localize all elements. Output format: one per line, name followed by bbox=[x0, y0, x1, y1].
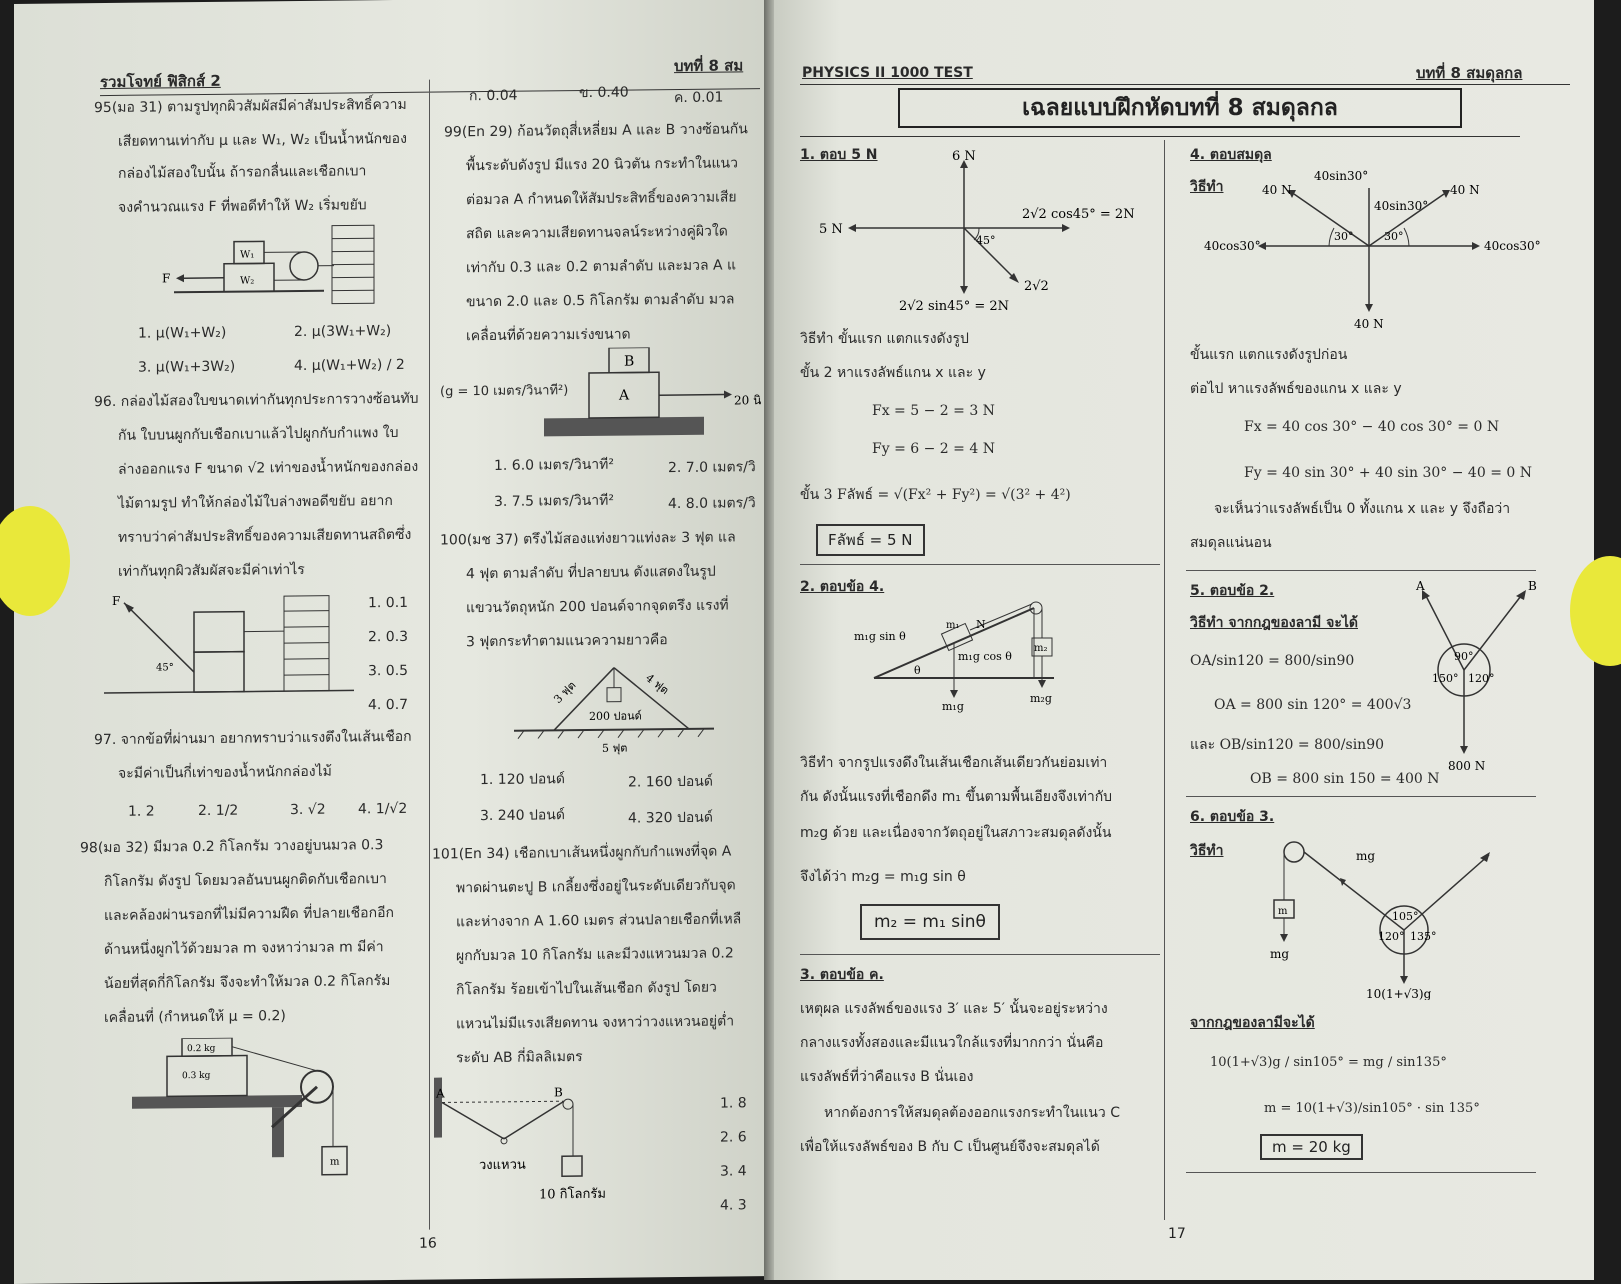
q101-ring-label: วงแหวน bbox=[479, 1158, 526, 1173]
q98-line: ด้านหนึ่งผูกไว้ด้วยมวล m จงหาว่ามวล m มีค่า bbox=[104, 938, 384, 959]
q99-line: สถิต และความเสียดทานจลน์ระหว่างคู่ผิวใด bbox=[466, 223, 728, 244]
s4-a2-label: 30° bbox=[1384, 230, 1404, 243]
s1-boxed-answer: Fลัพธ์ = 5 N bbox=[816, 524, 925, 556]
q96-figure bbox=[104, 590, 364, 703]
s4-line: ต่อไป หาแรงลัพธ์ของแกน x และ y bbox=[1190, 380, 1402, 398]
q101-line: และห่างจาก A 1.60 เมตร ส่วนปลายเชือกที่เหลื bbox=[456, 910, 741, 931]
q96-choice[interactable]: 4. 0.7 bbox=[368, 696, 408, 714]
s2-heading: 2. ตอบข้อ 4. bbox=[800, 578, 884, 596]
s2-w1-label: m₁g bbox=[942, 700, 964, 713]
s4-force-diagram bbox=[1204, 164, 1564, 334]
q99-choice[interactable]: 1. 6.0 เมตร/วินาที² bbox=[494, 456, 614, 475]
s5-ang3-label: 120° bbox=[1468, 672, 1495, 685]
q97-choice[interactable]: 4. 1/√2 bbox=[358, 800, 407, 819]
s5-heading: 5. ตอบข้อ 2. bbox=[1190, 582, 1274, 600]
q101-choice[interactable]: 1. 8 bbox=[720, 1094, 747, 1112]
q99-line: ต่อมวล A กำหนดให้สัมประสิทธิ์ของความเสีย bbox=[466, 188, 737, 209]
q100-base-label: 5 ฟุต bbox=[602, 742, 627, 755]
q98-line: กิโลกรัม ดังรูป โดยมวลอันบนผูกติดกับเชือกเบา bbox=[104, 870, 387, 891]
s1-right-label: 2√2 cos45° = 2N bbox=[1022, 207, 1135, 222]
q100-line: 100(มช 37) ตรึงไม้สองแท่งยาวแท่งละ 3 ฟุต แล bbox=[440, 528, 736, 549]
s1-line: Fy = 6 − 2 = 4 N bbox=[872, 440, 995, 458]
q98-line: 98(มอ 32) มีมวล 0.2 กิโลกรัม วางอยู่บนมวล 0.3 bbox=[80, 836, 383, 857]
s6-a2-label: 120° bbox=[1378, 930, 1405, 943]
question-95 bbox=[14, 0, 774, 4]
q98-bottom-label: 0.3 kg bbox=[182, 1071, 211, 1081]
s6-a1-label: 105° bbox=[1392, 910, 1419, 923]
q98-line: น้อยที่สุดกี่กิโลกรัม จึงจะทำให้มวล 0.2 กิโลกรัม bbox=[104, 972, 390, 993]
question-96 bbox=[14, 0, 774, 4]
s1-line: ขั้น 2 หาแรงลัพธ์แกน x และ y bbox=[800, 364, 986, 382]
s2-theta-label: θ bbox=[914, 664, 921, 677]
s5-b-label: B bbox=[1528, 580, 1537, 593]
right-header-chapter: บทที่ 8 สมดุลกล bbox=[1416, 64, 1522, 82]
q98-top-label: 0.2 kg bbox=[187, 1044, 216, 1054]
brick-wall bbox=[332, 225, 374, 303]
q97-choice[interactable]: 3. √2 bbox=[290, 801, 326, 819]
prev-choice[interactable]: ก. 0.04 bbox=[469, 87, 518, 106]
q98-hang-label: m bbox=[330, 1157, 340, 1168]
q100-figure bbox=[514, 656, 734, 758]
q101-choice[interactable]: 4. 3 bbox=[720, 1196, 747, 1214]
q99-choice[interactable]: 2. 7.0 เมตร/วิ bbox=[668, 458, 756, 477]
left-page bbox=[14, 0, 774, 1284]
answer-title: เฉลยแบบฝึกหัดบทที่ 8 สมดุลกล bbox=[898, 88, 1462, 128]
q95-line: จงคำนวณแรง F ที่พอดีทำให้ W₂ เริ่มขยับ bbox=[118, 196, 367, 217]
q101-mass-label: 10 กิโลกรัม bbox=[539, 1186, 606, 1203]
s6-m-label: m bbox=[1278, 906, 1288, 917]
box-bottom bbox=[194, 652, 244, 693]
q95-w2-label: W₂ bbox=[240, 275, 254, 286]
right-header-title: PHYSICS II 1000 TEST bbox=[802, 64, 973, 82]
q99-line: เท่ากับ 0.3 และ 0.2 ตามลำดับ และมวล A แ bbox=[466, 256, 736, 277]
s4-method: วิธีทำ bbox=[1190, 178, 1224, 196]
s5-a-label: A bbox=[1415, 580, 1425, 593]
s5-eq: OB = 800 sin 150 = 400 N bbox=[1250, 770, 1439, 788]
question-99 bbox=[14, 0, 774, 4]
brick-wall bbox=[284, 596, 329, 691]
s1-angle-label: 45° bbox=[976, 234, 996, 247]
s6-mg1-label: mg bbox=[1356, 849, 1375, 863]
s4-c1-label: 40cos30° bbox=[1204, 239, 1261, 253]
q101-line: กิโลกรัม ร้อยเข้าไปในเส้นเชือก ดังรูป โดยว bbox=[456, 979, 717, 1000]
s4-down-label: 40 N bbox=[1354, 317, 1384, 331]
s6-down-label: 10(1+√3)g bbox=[1366, 987, 1432, 1000]
s2-line: จึงได้ว่า m₂g = m₁g sin θ bbox=[800, 868, 966, 886]
q95-choice[interactable]: 1. μ(W₁+W₂) bbox=[138, 324, 226, 343]
q100-l2-label: 4 ฟุต bbox=[643, 671, 671, 697]
q95-figure bbox=[154, 220, 384, 312]
prev-choice[interactable]: ค. 0.01 bbox=[674, 89, 723, 108]
q99-gravity-note: (g = 10 เมตร/วินาที²) bbox=[440, 382, 568, 401]
q96-angle-label: 45° bbox=[156, 662, 174, 673]
s1-line: ขั้น 3 Fลัพธ์ = √(Fx² + Fy²) = √(3² + 4²) bbox=[800, 486, 1071, 504]
s4-s1-label: 40sin30° bbox=[1314, 169, 1368, 183]
s2-normal-label: N bbox=[976, 618, 986, 631]
q101-choice[interactable]: 3. 4 bbox=[720, 1162, 747, 1180]
q99-block-b-label: B bbox=[624, 353, 634, 369]
s5-eq: OA/sin120 = 800/sin90 bbox=[1190, 652, 1354, 670]
q100-choice[interactable]: 1. 120 ปอนด์ bbox=[480, 770, 565, 789]
q96-choice[interactable]: 2. 0.3 bbox=[368, 628, 408, 646]
s1-up-label: 6 N bbox=[952, 149, 976, 164]
s4-f2-label: 40 N bbox=[1450, 183, 1480, 197]
s6-lami-diagram bbox=[1254, 820, 1514, 1000]
s2-mg-cos-label: m₁g cos θ bbox=[958, 650, 1012, 663]
table-top bbox=[132, 1095, 302, 1109]
s5-eq: OA = 800 sin 120° = 400√3 bbox=[1214, 696, 1411, 714]
s5-down-label: 800 N bbox=[1448, 759, 1485, 773]
q99-force-label: 20 นิ bbox=[734, 393, 761, 407]
s2-line: กัน ดังนั้นแรงที่เชือกดึง m₁ ขึ้นตามพื้นเอียงจึงเท่ากับ bbox=[800, 788, 1112, 806]
s5-eq: และ OB/sin120 = 800/sin90 bbox=[1190, 736, 1384, 754]
q97-line: จะมีค่าเป็นกี่เท่าของน้ำหนักกล่องไม้ bbox=[118, 763, 332, 783]
s6-mg2-label: mg bbox=[1270, 947, 1289, 961]
q99-line: 99(En 29) ก้อนวัตถุสี่เหลี่ยม A และ B วางซ้อนกัน bbox=[444, 120, 748, 141]
s3-line: เหตุผล แรงลัพธ์ของแรง 3′ และ 5′ นั้นจะอยู่ระหว่าง bbox=[800, 1000, 1108, 1018]
s4-a1-label: 30° bbox=[1334, 230, 1354, 243]
s3-line: กลางแรงทั้งสองและมีแนวใกล้แรงที่มากกว่า นั่นคือ bbox=[800, 1034, 1103, 1052]
q97-line: 97. จากข้อที่ผ่านมา อยากทราบว่าแรงตึงในเส้นเชือก bbox=[94, 728, 412, 749]
s1-left-label: 5 N bbox=[819, 222, 843, 237]
q101-a-label: A bbox=[435, 1086, 445, 1100]
s4-line: ขั้นแรก แตกแรงดังรูปก่อน bbox=[1190, 346, 1347, 364]
s4-line: จะเห็นว่าแรงลัพธ์เป็น 0 ทั้งแกน x และ y จึงถือว่า bbox=[1214, 500, 1510, 518]
q101-line: พาดผ่านตะปู B เกลี้ยงซึ่งอยู่ในระดับเดียวกับจุด bbox=[456, 876, 736, 897]
q98-line: และคล้องผ่านรอกที่ไม่มีความฝืด ที่ปลายเชือกอีก bbox=[104, 904, 394, 925]
q95-w1-label: W₁ bbox=[240, 249, 254, 260]
s1-down-label: 2√2 sin45° = 2N bbox=[899, 299, 1009, 314]
s2-line: m₂g ด้วย และเนื่องจากวัตถุอยู่ในสภาวะสมดุลดังนั้น bbox=[800, 824, 1111, 842]
q95-choice[interactable]: 3. μ(W₁+3W₂) bbox=[138, 358, 235, 377]
s6-lami-text: จากกฎของลามีจะได้ bbox=[1190, 1014, 1315, 1032]
q100-choice[interactable]: 3. 240 ปอนด์ bbox=[480, 806, 565, 825]
s2-boxed-answer: m₂ = m₁ sinθ bbox=[860, 904, 1000, 940]
q100-l1-label: 3 ฟุต bbox=[551, 679, 578, 706]
s4-line: สมดุลแน่นอน bbox=[1190, 534, 1272, 552]
s1-line: Fx = 5 − 2 = 3 N bbox=[872, 402, 995, 420]
q99-line: พื้นระดับดังรูป มีแรง 20 นิวตัน กระทำในแนว bbox=[466, 154, 738, 175]
q97-choice[interactable]: 1. 2 bbox=[128, 803, 155, 821]
ground bbox=[544, 417, 704, 437]
s6-boxed-answer: m = 20 kg bbox=[1260, 1134, 1363, 1160]
s5-lami-diagram bbox=[1404, 580, 1564, 780]
question-98 bbox=[14, 0, 774, 4]
q95-line: กล่องไม้สองใบนั้น ถ้ารอกลื่นและเชือกเบา bbox=[118, 162, 366, 183]
q100-line: 3 ฟุตกระทำตามแนวความยาวคือ bbox=[466, 631, 668, 651]
q95-choice[interactable]: 2. μ(3W₁+W₂) bbox=[294, 322, 391, 341]
s1-line: วิธีทำ ขั้นแรก แตกแรงดังรูป bbox=[800, 330, 969, 348]
prev-choice[interactable]: ข. 0.40 bbox=[579, 84, 629, 103]
q101-line: 101(En 34) เชือกเบาเส้นหนึ่งผูกกับกำแพงที่จุด A bbox=[432, 842, 731, 863]
q97-choice[interactable]: 2. 1/2 bbox=[198, 802, 238, 820]
s4-f1-label: 40 N bbox=[1262, 183, 1292, 197]
q99-choice[interactable]: 4. 8.0 เมตร/วิ bbox=[668, 494, 756, 513]
q96-line: ไม้ตามรูป ทำให้กล่องไม้ใบล่างพอดีขยับ อยาก bbox=[118, 492, 393, 513]
s5-ang1-label: 90° bbox=[1454, 650, 1474, 663]
q101-b-label: B bbox=[554, 1085, 563, 1099]
s1-heading: 1. ตอบ 5 N bbox=[800, 146, 878, 164]
q101-choice[interactable]: 2. 6 bbox=[720, 1128, 747, 1146]
s5-method: วิธีทำ จากกฎของลามี จะได้ bbox=[1190, 614, 1358, 632]
q99-figure bbox=[544, 346, 774, 448]
page-number-right: 17 bbox=[1168, 1226, 1186, 1242]
right-page bbox=[774, 0, 1594, 1280]
q96-choice[interactable]: 1. 0.1 bbox=[368, 594, 408, 612]
q100-weight-label: 200 ปอนด์ bbox=[589, 709, 642, 723]
q100-line: แขวนวัตถุหนัก 200 ปอนด์จากจุดตรึง แรงที่ bbox=[466, 596, 729, 617]
q96-choice[interactable]: 3. 0.5 bbox=[368, 662, 408, 680]
q95-choice[interactable]: 4. μ(W₁+W₂) / 2 bbox=[294, 356, 405, 375]
page-number-left: 16 bbox=[419, 1236, 437, 1252]
s4-s2-label: 40sin30° bbox=[1374, 199, 1428, 213]
q96-line: 96. กล่องไม้สองใบขนาดเท่ากันทุกประการวางซ้อนทับ bbox=[94, 390, 418, 411]
s1-force-diagram bbox=[814, 148, 1154, 320]
s6-method: วิธีทำ bbox=[1190, 842, 1224, 860]
box-top bbox=[194, 612, 244, 653]
q100-line: 4 ฟุต ตามลำดับ ที่ปลายบน ดังแสดงในรูป bbox=[466, 563, 716, 584]
s1-diag-label: 2√2 bbox=[1024, 279, 1049, 294]
q99-line: เคลื่อนที่ด้วยความเร่งขนาด bbox=[466, 326, 631, 346]
s3-line: เพื่อให้แรงลัพธ์ของ B กับ C เป็นศูนย์จึงจะสมดุลได้ bbox=[800, 1138, 1100, 1156]
q100-choice[interactable]: 2. 160 ปอนด์ bbox=[628, 773, 713, 792]
s6-eq: 10(1+√3)g / sin105° = mg / sin135° bbox=[1210, 1054, 1447, 1072]
q95-line: เสียดทานเท่ากับ μ และ W₁, W₂ เป็นน้ำหนักของ bbox=[118, 130, 407, 151]
q96-line: ล่างออกแรง F ขนาด √2 เท่าของน้ำหนักของกล่อง bbox=[118, 458, 418, 479]
q99-block-a-label: A bbox=[618, 388, 630, 404]
left-header-title: รวมโจทย์ ฟิสิกส์ 2 bbox=[100, 72, 221, 91]
q99-choice[interactable]: 3. 7.5 เมตร/วินาที² bbox=[494, 492, 614, 511]
question-100 bbox=[14, 0, 774, 4]
s2-m1-label: m₁ bbox=[946, 620, 960, 631]
q101-line: ผูกกับมวล 10 กิโลกรัม และมีวงแหวนมวล 0.2 bbox=[456, 944, 734, 965]
question-97 bbox=[14, 0, 774, 4]
s2-mg-sin-label: m₁g sin θ bbox=[854, 630, 906, 643]
q95-force-label: F bbox=[162, 271, 170, 285]
q96-line: ทราบว่าค่าสัมประสิทธิ์ของความเสียดทานสถิตซึ่ง bbox=[118, 526, 411, 547]
q99-line: ขนาด 2.0 และ 0.5 กิโลกรัม ตามลำดับ มวล bbox=[466, 290, 735, 311]
q98-figure bbox=[132, 1036, 372, 1189]
s6-a3-label: 135° bbox=[1410, 930, 1437, 943]
left-header-chapter: บทที่ 8 สม bbox=[674, 56, 743, 75]
s3-line: หากต้องการให้สมดุลต้องออกแรงกระทำในแนว C bbox=[824, 1104, 1120, 1122]
q101-line: แหวนไม่มีแรงเสียดทาน จงหาว่าวงแหวนอยู่ต่ำ bbox=[456, 1012, 734, 1033]
s2-m2-label: m₂ bbox=[1034, 643, 1048, 654]
s4-line: Fy = 40 sin 30° + 40 sin 30° − 40 = 0 N bbox=[1244, 464, 1532, 482]
s3-heading: 3. ตอบข้อ ค. bbox=[800, 966, 884, 984]
s4-c2-label: 40cos30° bbox=[1484, 239, 1541, 253]
q101-figure bbox=[434, 1075, 634, 1217]
q95-line: 95(มอ 31) ตามรูปทุกผิวสัมผัสมีค่าสัมประสิทธิ์ความ bbox=[94, 96, 407, 117]
q96-line: เท่ากันทุกผิวสัมผัสจะมีค่าเท่าไร bbox=[118, 561, 305, 581]
s2-incline-diagram bbox=[854, 598, 1074, 718]
q96-force-label: F bbox=[112, 594, 120, 608]
s4-line: Fx = 40 cos 30° − 40 cos 30° = 0 N bbox=[1244, 418, 1499, 436]
q100-choice[interactable]: 4. 320 ปอนด์ bbox=[628, 809, 713, 828]
s3-line: แรงลัพธ์ที่ว่าคือแรง B นั่นเอง bbox=[800, 1068, 974, 1086]
s4-heading: 4. ตอบสมดุล bbox=[1190, 146, 1272, 164]
s6-eq: m = 10(1+√3)/sin105° · sin 135° bbox=[1264, 1100, 1480, 1118]
s5-ang2-label: 150° bbox=[1432, 672, 1459, 685]
q96-line: กัน ใบบนผูกกับเชือกเบาแล้วไปผูกกับกำแพง ใบ bbox=[118, 424, 398, 445]
s2-line: วิธีทำ จากรูปแรงดึงในเส้นเชือกเส้นเดียวกันย่อมเท่า bbox=[800, 754, 1107, 772]
pulley bbox=[290, 252, 318, 280]
q98-line: เคลื่อนที่ (กำหนดให้ μ = 0.2) bbox=[104, 1007, 286, 1027]
s2-w2-label: m₂g bbox=[1030, 692, 1052, 705]
q101-line: ระดับ AB กี่มิลลิเมตร bbox=[456, 1048, 583, 1067]
question-101 bbox=[14, 0, 774, 4]
s6-heading: 6. ตอบข้อ 3. bbox=[1190, 808, 1274, 826]
